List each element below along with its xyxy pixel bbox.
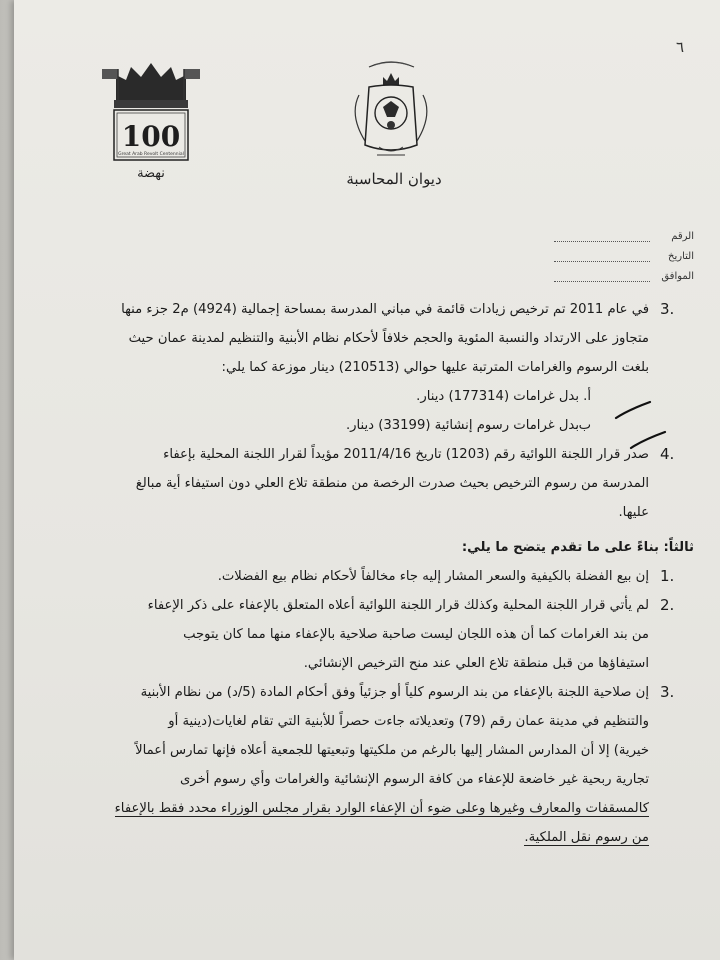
underlined-line: كالمسقفات والمعارف وغيرها وعلى ضوء أن الإعفاء الوارد بقرار مجلس الوزراء محدد فقط بالإعفاء [114, 801, 649, 816]
audit-bureau-caption: ديوان المحاسبة [346, 170, 442, 188]
finding-line: من بند الغرامات كما أن هذه اللجان ليست صاحبة صلاحية بالإعفاء منها مما كان يتوجب [183, 627, 649, 642]
item-line: بلغت الرسوم والغرامات المترتبة عليها حوالي (210513) دينار موزعة كما يلي: [221, 360, 649, 375]
checkmark-icon [614, 400, 654, 420]
finding-line: خيرية) إلا أن المدارس المشار إليها بالرغم من ملكيتها وتبعيتها للجمعية أعلاه فإنها تمارس أعمالاً [135, 743, 649, 758]
finding-line: استيفاؤها من قبل منطقة تلاع العلي عند منح الترخيص الإنشائي. [303, 656, 649, 671]
finding-line [64, 823, 649, 852]
reference-date-line [554, 251, 650, 262]
emblem-number-text: 100 [121, 120, 181, 153]
finding-3 [64, 678, 694, 852]
finding-line: تجارية ربحية غير خاضعة للإعفاء من كافة الرسوم الإنشائية والغرامات وأي رسوم أخرى [180, 772, 649, 787]
finding-number: 1. [660, 567, 675, 585]
sub-item-letter: أ. [583, 389, 591, 404]
checkmark-icon [629, 430, 669, 450]
item-line: متجاوز على الارتداد والنسبة المئوية والحجم خلافاً لأحكام نظام الأبنية والتنظيم لمدينة عمان حيث [128, 331, 649, 346]
item-line: في عام 2011 تم ترخيص زيادات قائمة في مباني المدرسة بمساحة إجمالية (4924) م2 جزء منها [121, 302, 649, 317]
sub-item-a [64, 382, 649, 411]
reference-corresponding-line [554, 271, 650, 282]
item-line: المدرسة من رسوم الترخيص بحيث صدرت الرخصة من منطقة تلاع العلي دون استيفاء أية مبالغ [135, 476, 649, 491]
item-4 [64, 440, 694, 527]
finding-number: 2. [660, 596, 675, 614]
sub-item-letter: ب. [574, 418, 591, 433]
sub-item-text: بدل غرامات (177314) دينار. [416, 389, 579, 404]
finding-line: إن صلاحية اللجنة بالإعفاء من بند الرسوم كلياً أو جزئياً وفق أحكام المادة (5/د) من نظام الأبنية [140, 685, 649, 700]
reference-corresponding-row [554, 262, 694, 282]
item-3 [64, 295, 694, 440]
finding-line: لم يأتي قرار اللجنة المحلية وكذلك قرار اللجنة اللوائية أعلاه المتعلق بالإعفاء على ذكر الإعفاء [147, 598, 649, 613]
emblem-subtext: Great Arab Revolt Centennial [118, 152, 184, 157]
item-number: 3. [660, 300, 675, 318]
finding-line: إن بيع الفضلة بالكيفية والسعر المشار إليه جاء مخالفاً لأحكام نظام بيع الفضلات. [217, 569, 649, 584]
finding-2 [64, 591, 694, 678]
finding-number: 3. [660, 683, 675, 701]
item-number: 4. [660, 445, 675, 463]
reference-date-label: التاريخ [668, 251, 694, 262]
finding-line: والتنظيم في مدينة عمان رقم (79) وتعديلاته جاءت حصراً للأبنية التي تقام لغايات(دينية أو [168, 714, 649, 729]
reference-fields [554, 222, 694, 282]
reference-corresponding-label: الموافق [661, 271, 694, 282]
underlined-line: من رسوم نقل الملكية. [524, 830, 649, 845]
document-body [64, 295, 694, 852]
sub-item-b [64, 411, 649, 440]
item-line: عليها. [618, 505, 649, 520]
page-number: ٦ [676, 38, 685, 56]
item-line: صدر قرار اللجنة اللوائية رقم (1203) تاريخ 2011/4/16 مؤيداً لقرار اللجنة المحلية بإعفاء [163, 447, 649, 462]
reference-number-line [554, 231, 650, 242]
finding-1 [64, 562, 694, 591]
document-page [14, 0, 720, 960]
sub-item-text: بدل غرامات رسوم إنشائية (33199) دينار. [345, 418, 579, 433]
reference-date-row [554, 242, 694, 262]
finding-line [64, 794, 649, 823]
reference-number-label: الرقم [671, 231, 694, 242]
section-heading: ثالثاً: بناءً على ما تقدم يتضح ما يلي: [461, 540, 694, 555]
centennial-emblem-logo [96, 55, 206, 185]
reference-number-row [554, 222, 694, 242]
emblem-caption: نهضة [137, 166, 165, 181]
